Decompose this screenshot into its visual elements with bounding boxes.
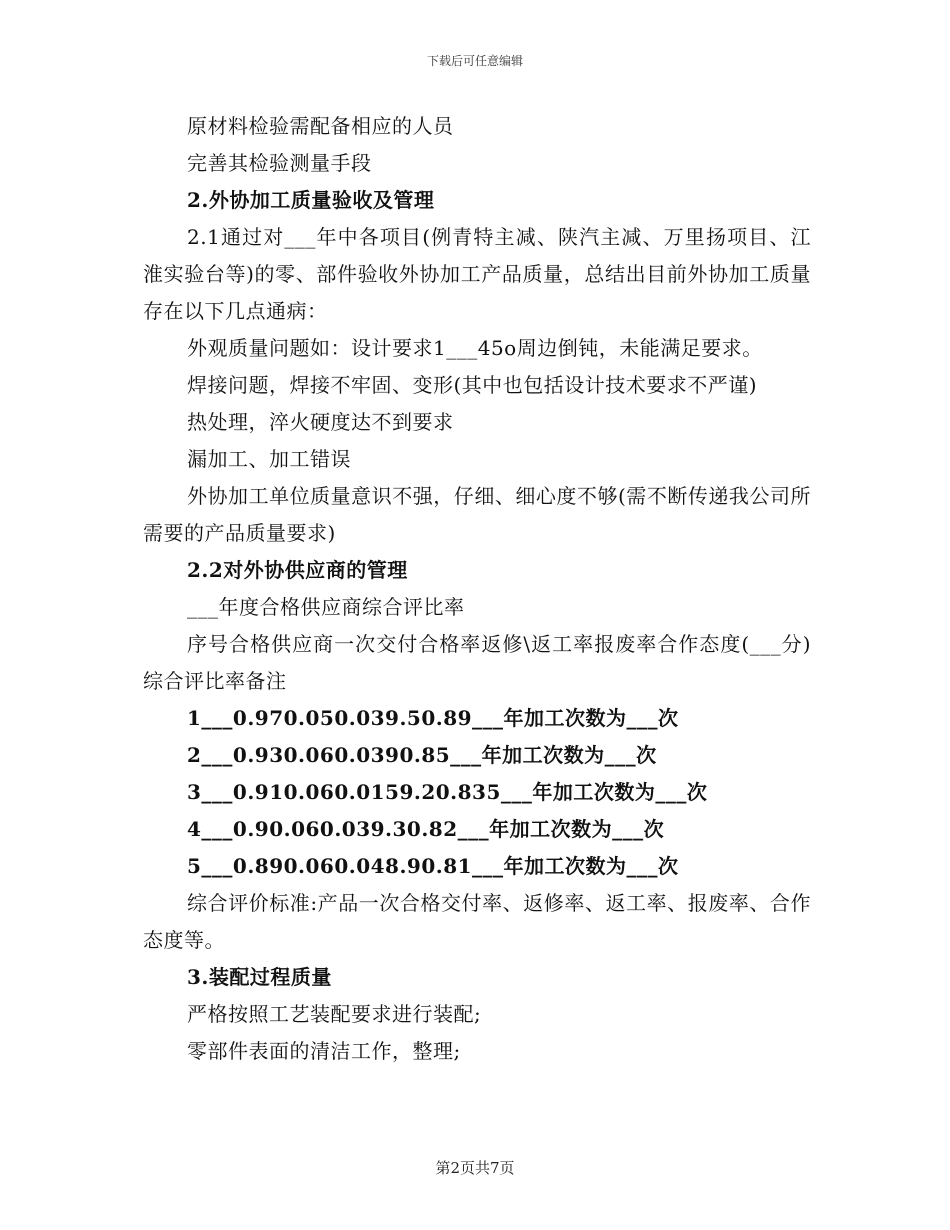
paragraph: 综合评价标准:产品一次合格交付率、返修率、返工率、报废率、合作态度等。 [143, 891, 811, 952]
table-title: ___年度合格供应商综合评比率 [187, 595, 465, 619]
table-row: 1___0.970.050.039.50.89___年加工次数为___次 [187, 706, 679, 730]
table-header-text: 序号合格供应商一次交付合格率返修\返工率报废率合作态度(___分)综合评比率备注 [143, 632, 811, 693]
text-line: 零部件表面的清洁工作，整理; [187, 1039, 461, 1063]
table-row: 2___0.930.060.0390.85___年加工次数为___次 [187, 743, 657, 767]
text-line: 严格按照工艺装配要求进行装配; [187, 1002, 482, 1026]
text-line: 完善其检验测量手段 [187, 151, 372, 175]
text-line: 原材料检验需配备相应的人员 [187, 114, 454, 138]
page-number-footer: 第2页共7页 [435, 1159, 515, 1177]
section-heading: 3.装配过程质量 [187, 965, 332, 989]
text-line: 焊接问题，焊接不牢固、变形(其中也包括设计技术要求不严谨) [187, 373, 758, 397]
text-line: 热处理，淬火硬度达不到要求 [187, 410, 454, 434]
table-row: 5___0.890.060.048.90.81___年加工次数为___次 [187, 854, 679, 878]
page-header-note: 下载后可任意编辑 [426, 54, 523, 68]
text-line: 外观质量问题如：设计要求1___45o周边倒钝，未能满足要求。 [187, 336, 763, 360]
paragraph: 外协加工单位质量意识不强，仔细、细心度不够(需不断传递我公司所需要的产品质量要求) [143, 484, 811, 545]
table-row: 3___0.910.060.0159.20.835___年加工次数为___次 [187, 780, 708, 804]
subsection-heading: 2.2对外协供应商的管理 [187, 558, 408, 582]
table-row: 4___0.90.060.039.30.82___年加工次数为___次 [187, 817, 665, 841]
text-line: 漏加工、加工错误 [187, 447, 351, 471]
paragraph: 2.1通过对___年中各项目(例青特主减、陕汽主减、万里扬项目、江淮实验台等)的零、部件验收外协加工产品质量，总结出目前外协加工质量存在以下几点通病： [143, 225, 811, 323]
document-body [143, 108, 811, 1070]
section-heading: 2.外协加工质量验收及管理 [187, 188, 435, 212]
